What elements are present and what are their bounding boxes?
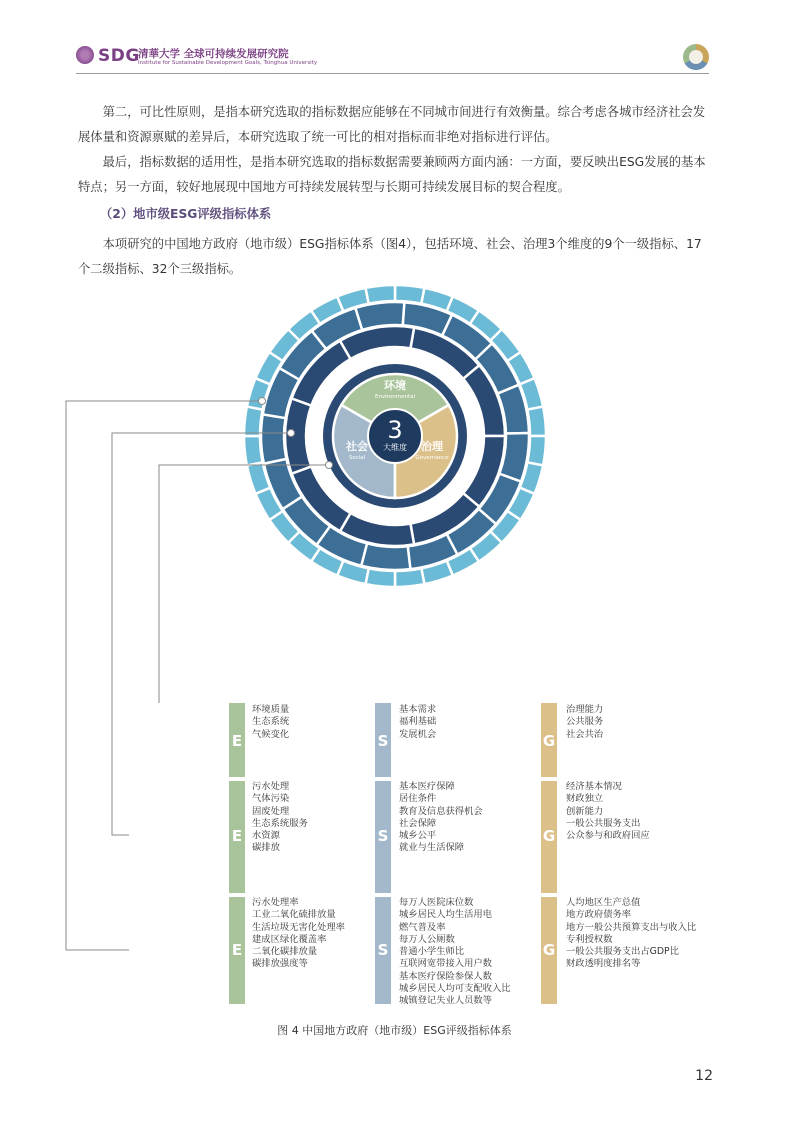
e-bar-level-1: E (229, 703, 245, 777)
e-level-3-items: 污水处理率 工业二氧化硫排放量 生活垃圾无害化处理率 建成区绿化覆盖率 二氧化碳排放量 碳排放强度等 (252, 897, 345, 970)
paragraph-applicability: 最后，指标数据的适用性，是指本研究选取的指标数据需要兼顾两方面内涵：一方面，要反映出ESG发展的基本特点；另一方面，较好地展现中国地方可持续发展转型与长期可持续发展目标的契合程度。 (78, 155, 706, 194)
sector-label-social: 社会 (346, 440, 368, 453)
sector-en-environmental: Environmental (374, 394, 416, 400)
ring-level-2-segment (361, 543, 410, 570)
ring-level-3-segment (244, 407, 263, 436)
sector-en-governance: Governance (415, 455, 449, 461)
e-bar-level-2: E (229, 781, 245, 893)
level-2-count: 17 (133, 811, 176, 846)
ring-level-2-segment (261, 414, 286, 463)
paragraph-indicator-system: 本项研究的中国地方政府（地市级）ESG指标体系（图4），包括环境、社会、治理3个维度的9个一级指标、17个二级指标、32个三级指标。 (78, 237, 702, 276)
g-bar-level-2: G (541, 781, 557, 893)
center-label: 大维度 (383, 443, 407, 452)
ring-level-3-segment (395, 285, 424, 304)
connector-level-1-dot (326, 462, 333, 469)
paragraph-comparability: 第二，可比性原则，是指本研究选取的指标数据应能够在不同城市间进行有效衡量。综合考虑各城市经济社会发展体量和资源禀赋的差异后，本研究选取了统一可比的相对指标而非绝对指标进行评估。 (78, 105, 706, 144)
ring-level-3-segment (527, 436, 546, 465)
level-3-unit: 个 (176, 946, 185, 955)
e-level-2-items: 污水处理 气体污染 固废处理 生态系统服务 水资源 碳排放 (252, 781, 308, 854)
section-subheading: （2）地市级ESG评级指标体系 (100, 207, 272, 221)
institute-name-en: Institute for Sustainable Development Goals, Tsinghua University (138, 60, 318, 66)
page-number: 12 (695, 1068, 713, 1084)
level-3-box (129, 897, 189, 1004)
level-2-label: 二级指标 (141, 846, 176, 856)
institute-name: 清華大学 全球可持续发展研究院 (138, 48, 289, 60)
level-1-unit: 个 (165, 734, 174, 743)
sdg-logo: SDG (98, 46, 140, 66)
connector-level-2-dot (288, 430, 295, 437)
s-level-2-items: 基本医疗保障 居住条件 教育及信息获得机会 社会保障 城乡公平 就业与生活保障 (399, 781, 483, 854)
g-level-1-items: 治理能力 公共服务 社会共治 (566, 704, 604, 740)
sector-label-governance: 治理 (421, 440, 443, 453)
ring-level-3-segment (366, 285, 395, 304)
level-3-count: 32 (133, 923, 176, 958)
level-1-box (129, 703, 189, 777)
level-2-box (129, 781, 189, 893)
s-bar-level-2: S (375, 781, 391, 893)
e-bar-level-3: E (229, 897, 245, 1004)
ring-level-3-segment (527, 407, 546, 436)
s-level-1-items: 基本需求 福利基础 发展机会 (399, 704, 437, 740)
level-1-count: 9 (144, 711, 165, 746)
level-1-label: 一级指标 (141, 746, 176, 756)
ring-level-3-segment (395, 568, 424, 587)
s-level-3-items: 每万人医院床位数 城乡居民人均生活用电 燃气普及率 每万人公厕数 普通小学生师比 互联网宽带接入用户数 基本医疗保险参保人数 城乡居民人均可支配收入比 城镇登记失业人员数等 (399, 897, 511, 1007)
figure-caption: 图 4 中国地方政府（地市级）ESG评级指标体系 (277, 1024, 512, 1037)
connector-level-3-dot (259, 398, 266, 405)
level-3-label: 三级指标 (141, 958, 176, 968)
g-bar-level-3: G (541, 897, 557, 1004)
s-bar-level-3: S (375, 897, 391, 1004)
g-bar-level-1: G (541, 703, 557, 777)
s-bar-level-1: S (375, 703, 391, 777)
g-level-3-items: 人均地区生产总值 地方政府债务率 地方一般公共预算支出与收入比 专利授权数 一般公共服务支出占GDP比 财政透明度排名等 (566, 897, 697, 970)
g-level-2-items: 经济基本情况 财政独立 创新能力 一般公共服务支出 公众参与和政府回应 (566, 781, 650, 842)
sector-en-social: Social (348, 455, 366, 461)
sector-label-environmental: 环境 (384, 379, 406, 392)
center-number: 3 (387, 416, 403, 444)
e-level-1-items: 环境质量 生态系统 气候变化 (252, 704, 290, 740)
level-2-unit: 个 (176, 834, 185, 843)
